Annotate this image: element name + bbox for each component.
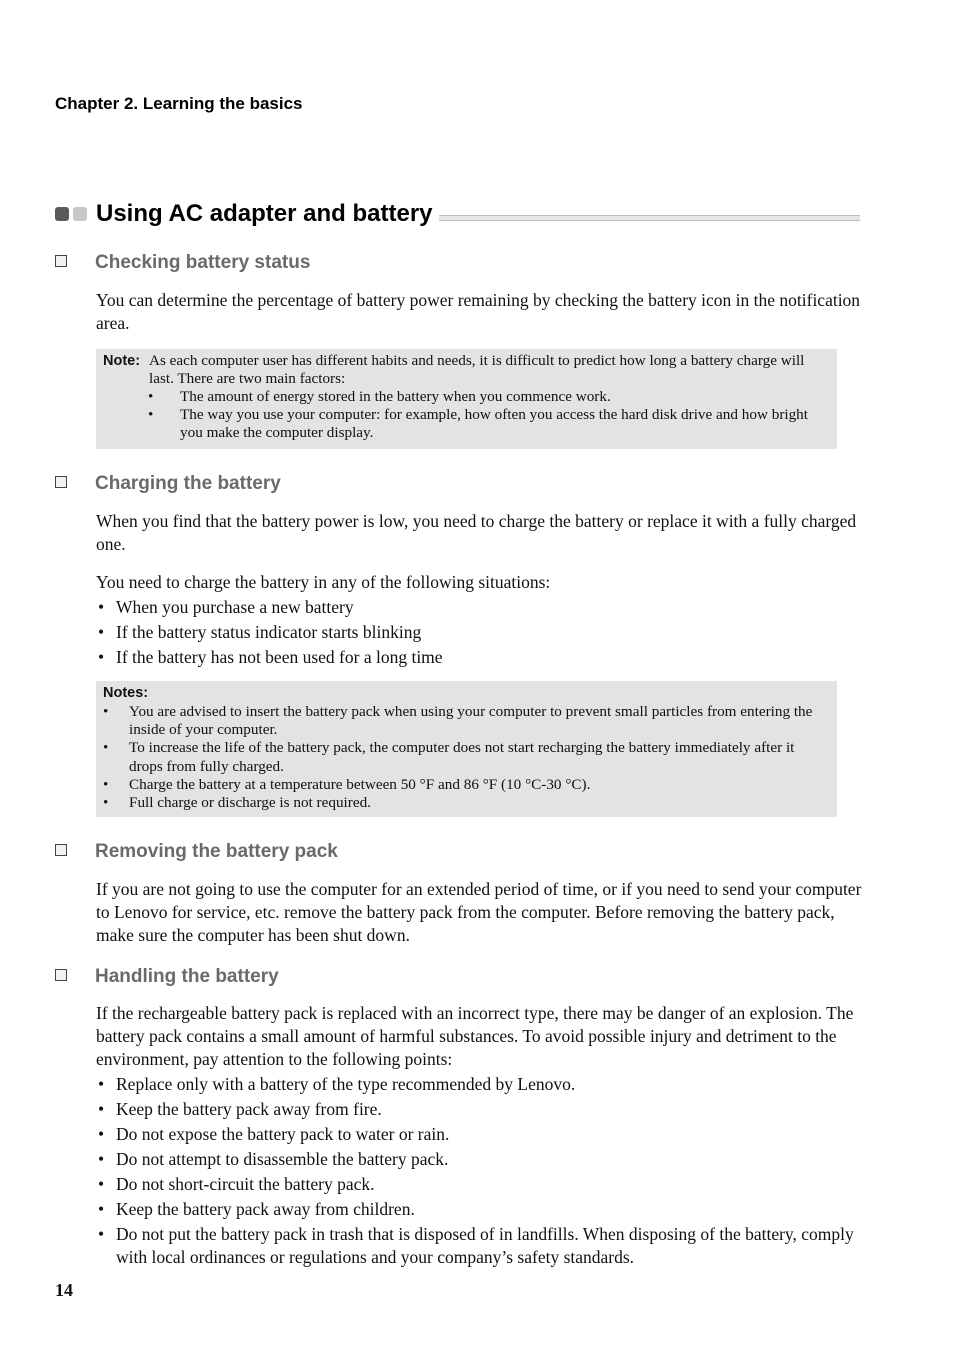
note-item: • The amount of energy stored in the battery when you commence work. — [148, 388, 611, 405]
handling-paragraph: If the rechargeable battery pack is replaced with an incorrect type, there may be danger of an explosion. The battery pack contains a small amount of harmful substances. To avoid possible injury and detriment to the environment, pay attention to the following points: — [96, 1003, 854, 1069]
list-item: • If the battery has not been used for a long time — [98, 647, 443, 667]
note-item: • The way you use your computer: for example, how often you access the hard disk drive and how bright you make the computer display. — [148, 406, 808, 442]
charging-paragraph-2: You need to charge the battery in any of the following situations: — [96, 572, 551, 592]
list-item: • Do not short-circuit the battery pack. — [98, 1174, 375, 1194]
note-label: Note: — [103, 353, 141, 369]
note-item: • To increase the life of the battery pack, the computer does not start recharging the battery immediately after it drops from fully charged. — [103, 739, 795, 775]
charging-paragraph-1: When you find that the battery power is low, you need to charge the battery or replace it with a fully charged one. — [96, 511, 857, 554]
list-item: • Do not expose the battery pack to water or rain. — [98, 1124, 450, 1144]
square-bullet-icon — [55, 844, 67, 856]
subheading-removing-text: Removing the battery pack — [95, 841, 338, 862]
subheading-charging — [55, 473, 281, 495]
subheading-removing — [55, 841, 338, 863]
title-rule — [438, 215, 860, 221]
handling-points-list — [96, 1072, 866, 1269]
section-marker-dark — [55, 207, 69, 221]
note-item: • Charge the battery at a temperature between 50 °F and 86 °F (10 °C-30 °C). — [103, 775, 591, 793]
charging-situations-list — [96, 595, 866, 670]
note-box-checking — [96, 349, 837, 449]
square-bullet-icon — [55, 476, 67, 488]
chapter-header: Chapter 2. Learning the basics — [55, 94, 303, 113]
subheading-charging-text: Charging the battery — [95, 473, 281, 494]
note-item: • You are advised to insert the battery pack when using your computer to prevent small particles from entering the inside of your computer. — [103, 703, 813, 739]
notes-box-charging — [96, 681, 837, 817]
removing-paragraph: If you are not going to use the computer for an extended period of time, or if you need to send your computer to Lenovo for service, etc. remove the battery pack from the computer. Before removing the battery pack, make sure the computer has been shut down. — [96, 879, 862, 945]
list-item: • Replace only with a battery of the type recommended by Lenovo. — [98, 1074, 576, 1094]
list-item: • Keep the battery pack away from children. — [98, 1199, 415, 1219]
list-item: • If the battery status indicator starts blinking — [98, 622, 422, 642]
square-bullet-icon — [55, 255, 67, 267]
checking-paragraph: You can determine the percentage of battery power remaining by checking the battery icon in the notification area. — [96, 290, 861, 333]
section-marker-light — [73, 207, 87, 221]
note-item: • Full charge or discharge is not required. — [103, 794, 371, 812]
subheading-checking-text: Checking battery status — [95, 252, 311, 273]
notes-list — [103, 703, 831, 812]
note-intro: As each computer user has different habits and needs, it is difficult to predict how long a battery charge will last. There are two main factors: — [149, 352, 805, 388]
page-number: 14 — [55, 1280, 73, 1300]
notes-label: Notes: — [103, 685, 149, 701]
section-title: Using AC adapter and battery — [96, 200, 439, 228]
subheading-handling — [55, 966, 279, 988]
list-item: • When you purchase a new battery — [98, 597, 354, 617]
section-title-row — [55, 200, 860, 234]
note-list — [148, 388, 828, 443]
subheading-checking — [55, 252, 310, 274]
subheading-handling-text: Handling the battery — [95, 966, 279, 987]
list-item: • Keep the battery pack away from fire. — [98, 1099, 382, 1119]
square-bullet-icon — [55, 969, 67, 981]
list-item: • Do not put the battery pack in trash that is disposed of in landfills. When disposing of the battery, comply with local ordinances or regulations and your company’s safety standards. — [98, 1224, 854, 1267]
list-item: • Do not attempt to disassemble the battery pack. — [98, 1149, 449, 1169]
